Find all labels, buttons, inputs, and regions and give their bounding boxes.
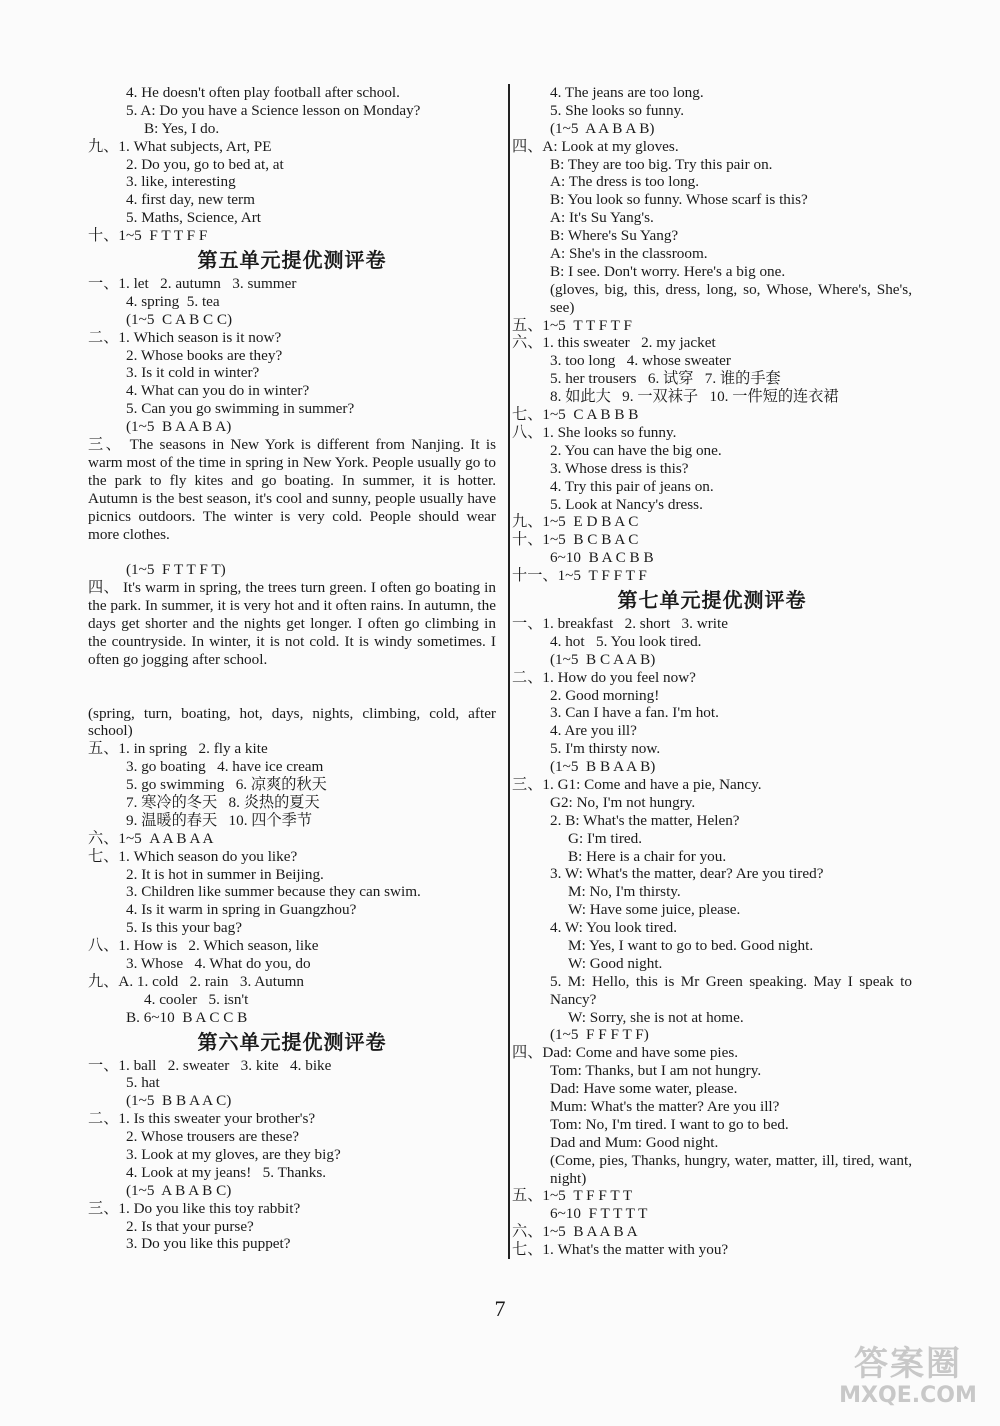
answer-line: 8. 如此大 9. 一双袜子 10. 一件短的连衣裙: [550, 388, 839, 406]
answer-line: 5. Is this your bag?: [126, 919, 242, 937]
answer-line: B: Here is a chair for you.: [568, 847, 727, 865]
answer-line: G2: No, I'm not hungry.: [550, 793, 696, 811]
answer-line: A: It's Su Yang's.: [550, 209, 654, 227]
answer-line: 4. Is it warm in spring in Guangzhou?: [126, 901, 357, 919]
answer-line: 4. cooler 5. isn't: [144, 990, 249, 1008]
section-heading: 第五单元提优测评卷: [197, 248, 387, 273]
answer-line: 5. A: Do you have a Science lesson on Monday?: [126, 101, 421, 119]
answer-line: 5. hat: [126, 1074, 160, 1092]
answer-line: 七、1. What's the matter with you?: [512, 1241, 729, 1259]
answer-line: 六、1~5 B A A B A: [512, 1223, 638, 1241]
section-heading: 第七单元提优测评卷: [617, 587, 807, 612]
answer-line: 5. She looks so funny.: [550, 101, 685, 119]
answer-line: (1~5 B A A B A): [126, 418, 232, 436]
answer-line: 三、1. G1: Come and have a pie, Nancy.: [512, 775, 762, 793]
answer-line: (1~5 A B A B C): [126, 1181, 232, 1199]
answer-line: 十、1~5 F T T F F: [88, 227, 208, 245]
answer-line: 5. Can you go swimming in summer?: [126, 400, 355, 418]
answer-line: (1~5 B B A A B): [550, 758, 656, 776]
answer-line: 4. Are you ill?: [550, 722, 637, 740]
answer-line: 3. Look at my gloves, are they big?: [126, 1146, 341, 1164]
answer-line: 3. Children like summer because they can swim.: [126, 883, 421, 901]
answer-line: 3. too long 4. whose sweater: [550, 352, 731, 370]
answer-line: (1~5 B B A A C): [126, 1092, 232, 1110]
answer-line: M: No, I'm thirsty.: [568, 883, 681, 901]
answer-line: (1~5 F F F T F): [550, 1026, 649, 1044]
answer-line: 三、1. Do you like this toy rabbit?: [88, 1199, 301, 1217]
answer-line: 6~10 B A C B B: [550, 549, 654, 567]
answer-line: 2. You can have the big one.: [550, 441, 722, 459]
answer-line: 五、1~5 T F F T T: [512, 1187, 633, 1205]
answer-line: 七、1~5 C A B B B: [512, 406, 639, 424]
answer-line: 四、 It's warm in spring, the trees turn green. I often go boating in the park. In summer, it is very hot and it often rains. In autumn, the days get shorter and the nights get longer. I often go climbing in the countryside. In winter, it is not cold. It is windy sometimes. I often go jogging after school.: [88, 579, 496, 668]
answer-line: 八、1. How is 2. Which season, like: [88, 937, 319, 955]
answer-line: 2. Do you, go to bed at, at: [126, 155, 284, 173]
answer-line: 3. go boating 4. have ice cream: [126, 758, 324, 776]
answer-line: 2. B: What's the matter, Helen?: [550, 811, 740, 829]
answer-line: Tom: Thanks, but I am not hungry.: [550, 1062, 762, 1080]
answer-line: 4. Look at my jeans! 5. Thanks.: [126, 1163, 327, 1181]
answer-line: 九、A. 1. cold 2. rain 3. Autumn: [88, 972, 304, 990]
answer-line: 四、A: Look at my gloves.: [512, 137, 679, 155]
watermark-url: MXQE.COM: [839, 1383, 977, 1408]
answer-line: 九、1. What subjects, Art, PE: [88, 137, 272, 155]
answer-line: 二、1. Which season is it now?: [88, 328, 282, 346]
answer-line: 八、1. She looks so funny.: [512, 423, 677, 441]
answer-line: 4. first day, new term: [126, 191, 255, 209]
answer-line: 4. The jeans are too long.: [550, 84, 704, 101]
answer-line: 2. It is hot in summer in Beijing.: [126, 865, 324, 883]
answer-line: W: Good night.: [568, 954, 663, 972]
answer-line: Dad: Have some water, please.: [550, 1080, 738, 1098]
answer-line: 3. W: What's the matter, dear? Are you tired?: [550, 865, 824, 883]
answer-line: Mum: What's the matter? Are you ill?: [550, 1098, 780, 1116]
answer-line: 2. Whose trousers are these?: [126, 1128, 300, 1146]
answer-line: (Come, pies, Thanks, hungry, water, matter, ill, tired, want, night): [550, 1151, 912, 1187]
answer-line: 5. I'm thirsty now.: [550, 740, 661, 758]
watermark-title: 答案圈: [854, 1344, 962, 1384]
answer-line: 三、 The seasons in New York is different from Nanjing. It is warm most of the time in spring in New York. People usually go to the park to fly kites and go boating. In summer, it is hotter. Autumn is the best season, it's cool and sunny, people usually have picnics outdoors. The winter is very cold. People should wear more clothes.: [88, 436, 496, 543]
answer-line: 六、1. this sweater 2. my jacket: [512, 334, 716, 352]
answer-line: 7. 寒冷的冬天 8. 炎热的夏天: [126, 793, 320, 811]
answer-line: 3. Is it cold in winter?: [126, 364, 260, 382]
answer-line: B: Yes, I do.: [144, 119, 220, 137]
answer-line: 5. go swimming 6. 凉爽的秋天: [126, 776, 327, 794]
answer-line: 五、1~5 T T F T F: [512, 316, 632, 334]
answer-line: 一、1. ball 2. sweater 3. kite 4. bike: [88, 1056, 332, 1074]
answer-line: 4. hot 5. You look tired.: [550, 632, 702, 650]
answer-line: 3. Whose dress is this?: [550, 459, 689, 477]
page-number: 7: [494, 1296, 506, 1321]
answer-line: (gloves, big, this, dress, long, so, Whose, Where's, She's, see): [550, 280, 912, 316]
answer-line: 2. Good morning!: [550, 686, 660, 704]
answer-line: (1~5 F T T F T): [126, 561, 226, 579]
answer-line: 5. M: Hello, this is Mr Green speaking. May I speak to Nancy?: [550, 972, 912, 1008]
answer-line: 3. like, interesting: [126, 173, 236, 191]
answer-line: 5. her trousers 6. 试穿 7. 谁的手套: [550, 370, 781, 388]
answer-line: B. 6~10 B A C C B: [126, 1008, 248, 1026]
answer-line: 七、1. Which season do you like?: [88, 847, 298, 865]
answer-line: Tom: No, I'm tired. I want to go to bed.: [550, 1115, 789, 1133]
answer-line: 二、1. How do you feel now?: [512, 668, 696, 686]
answer-line: 十、1~5 B C B A C: [512, 531, 639, 549]
answer-line: 5. Look at Nancy's dress.: [550, 495, 703, 513]
answer-line: (1~5 C A B C C): [126, 310, 233, 328]
answer-line: 4. What can you do in winter?: [126, 382, 310, 400]
answer-line: B: They are too big. Try this pair on.: [550, 155, 773, 173]
answer-line: 9. 温暖的春天 10. 四个季节: [126, 811, 313, 829]
answer-line: A: The dress is too long.: [550, 173, 700, 191]
answer-line: G: I'm tired.: [568, 829, 643, 847]
answer-line: B: I see. Don't worry. Here's a big one.: [550, 262, 786, 280]
answer-line: M: Yes, I want to go to bed. Good night.: [568, 936, 814, 954]
answer-line: 3. Whose 4. What do you, do: [126, 955, 311, 972]
answer-line: 二、1. Is this sweater your brother's?: [88, 1110, 316, 1128]
answer-line: 4. spring 5. tea: [126, 292, 220, 310]
answer-line: 4. He doesn't often play football after school.: [126, 84, 400, 101]
answer-line: 2. Whose books are they?: [126, 346, 283, 364]
answer-line: 6~10 F T T T T: [550, 1205, 648, 1223]
watermark-logo: [828, 1344, 988, 1414]
answer-line: W: Have some juice, please.: [568, 901, 741, 919]
answer-line: 2. Is that your purse?: [126, 1217, 254, 1235]
answer-line: B: You look so funny. Whose scarf is this?: [550, 191, 808, 209]
answer-line: (1~5 B C A A B): [550, 650, 656, 668]
answer-line: A: She's in the classroom.: [550, 245, 708, 263]
right-column: [508, 84, 912, 1259]
answer-line: 十一、1~5 T F F T F: [512, 567, 647, 585]
answer-line: Dad and Mum: Good night.: [550, 1133, 719, 1151]
answer-line: 四、Dad: Come and have some pies.: [512, 1044, 739, 1062]
answer-line: B: Where's Su Yang?: [550, 227, 679, 245]
left-column: [88, 84, 496, 1253]
answer-line: 4. Try this pair of jeans on.: [550, 477, 714, 495]
answer-line: 五、1. in spring 2. fly a kite: [88, 740, 268, 758]
answer-line: 一、1. let 2. autumn 3. summer: [88, 275, 297, 293]
answer-line: 九、1~5 E D B A C: [512, 513, 639, 531]
answer-line: 4. W: You look tired.: [550, 919, 677, 937]
answer-line: W: Sorry, she is not at home.: [568, 1008, 744, 1026]
answer-line: 3. Can I have a fan. I'm hot.: [550, 704, 719, 722]
answer-line: 3. Do you like this puppet?: [126, 1235, 291, 1253]
answer-line: 六、1~5 A A B A A: [88, 829, 214, 847]
answer-line: 一、1. breakfast 2. short 3. write: [512, 614, 728, 632]
answer-line: (spring, turn, boating, hot, days, nights, climbing, cold, after school): [88, 704, 496, 740]
section-heading: 第六单元提优测评卷: [197, 1029, 387, 1054]
answer-line: (1~5 A A B A B): [550, 119, 655, 137]
answer-line: 5. Maths, Science, Art: [126, 209, 261, 227]
